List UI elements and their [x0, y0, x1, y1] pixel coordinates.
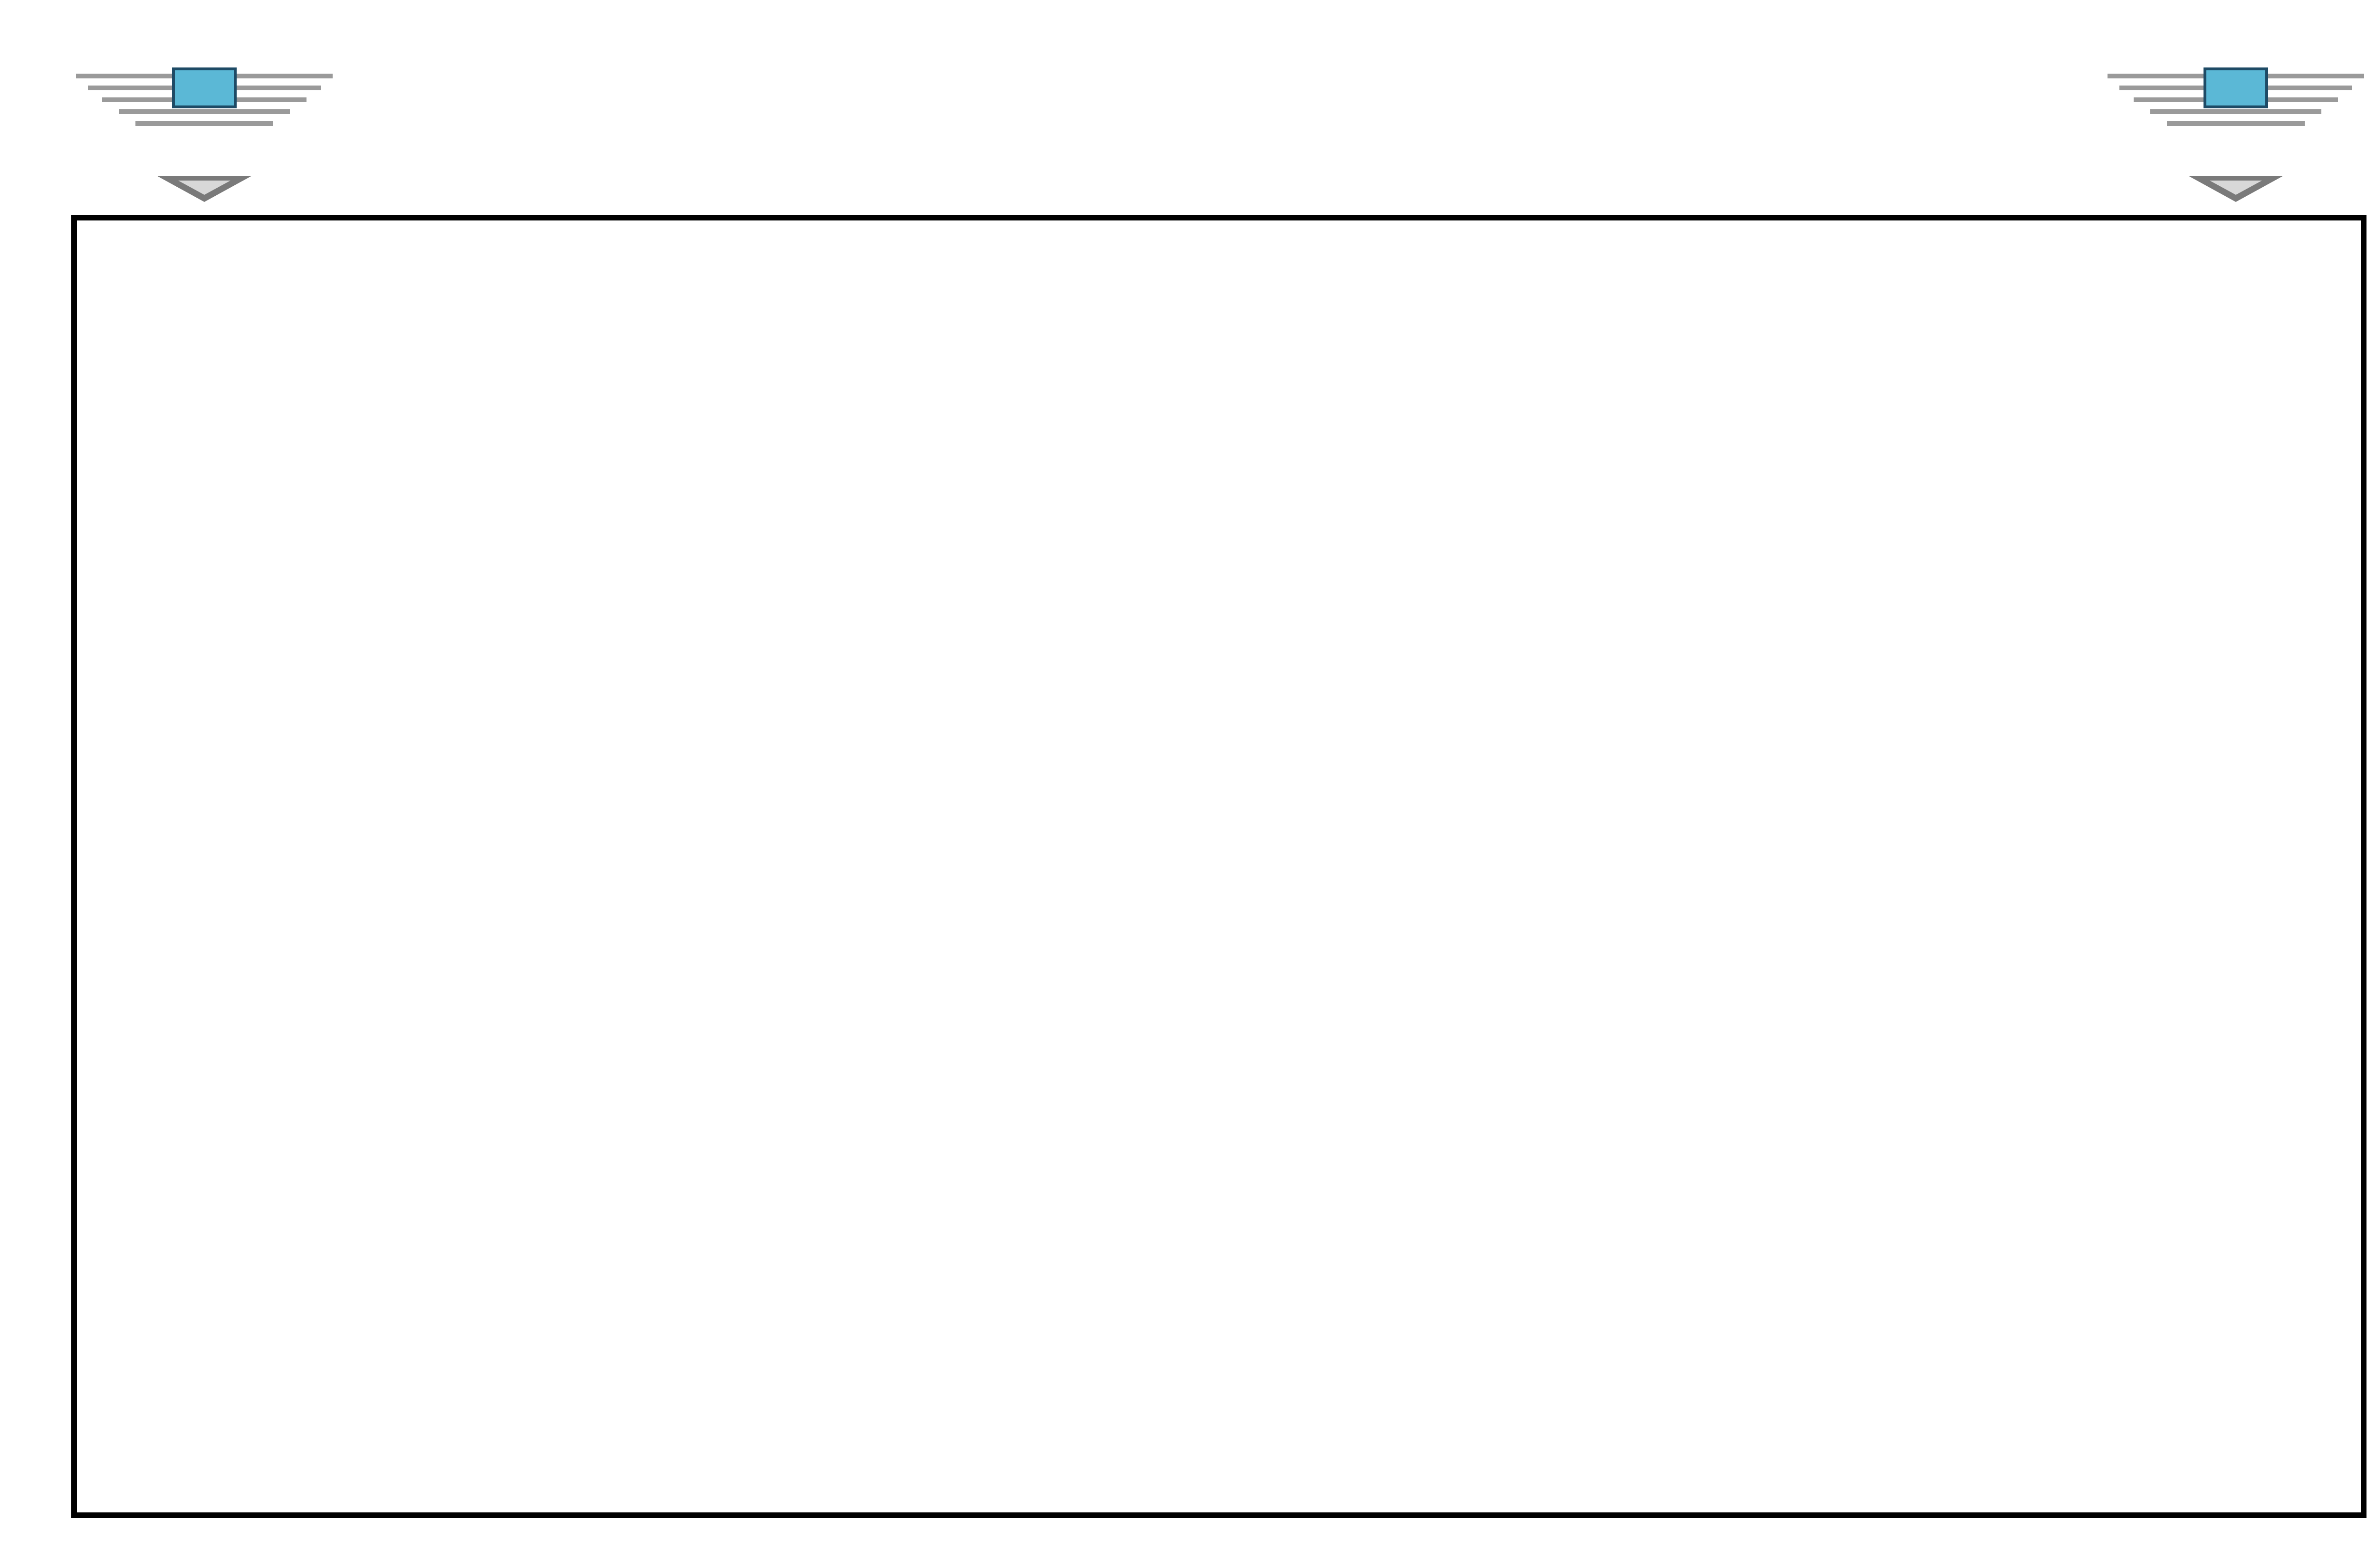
la-fasteners-logo-left — [76, 67, 333, 204]
product-grid — [71, 215, 2366, 1518]
la-fasteners-logo-right — [2108, 67, 2364, 204]
